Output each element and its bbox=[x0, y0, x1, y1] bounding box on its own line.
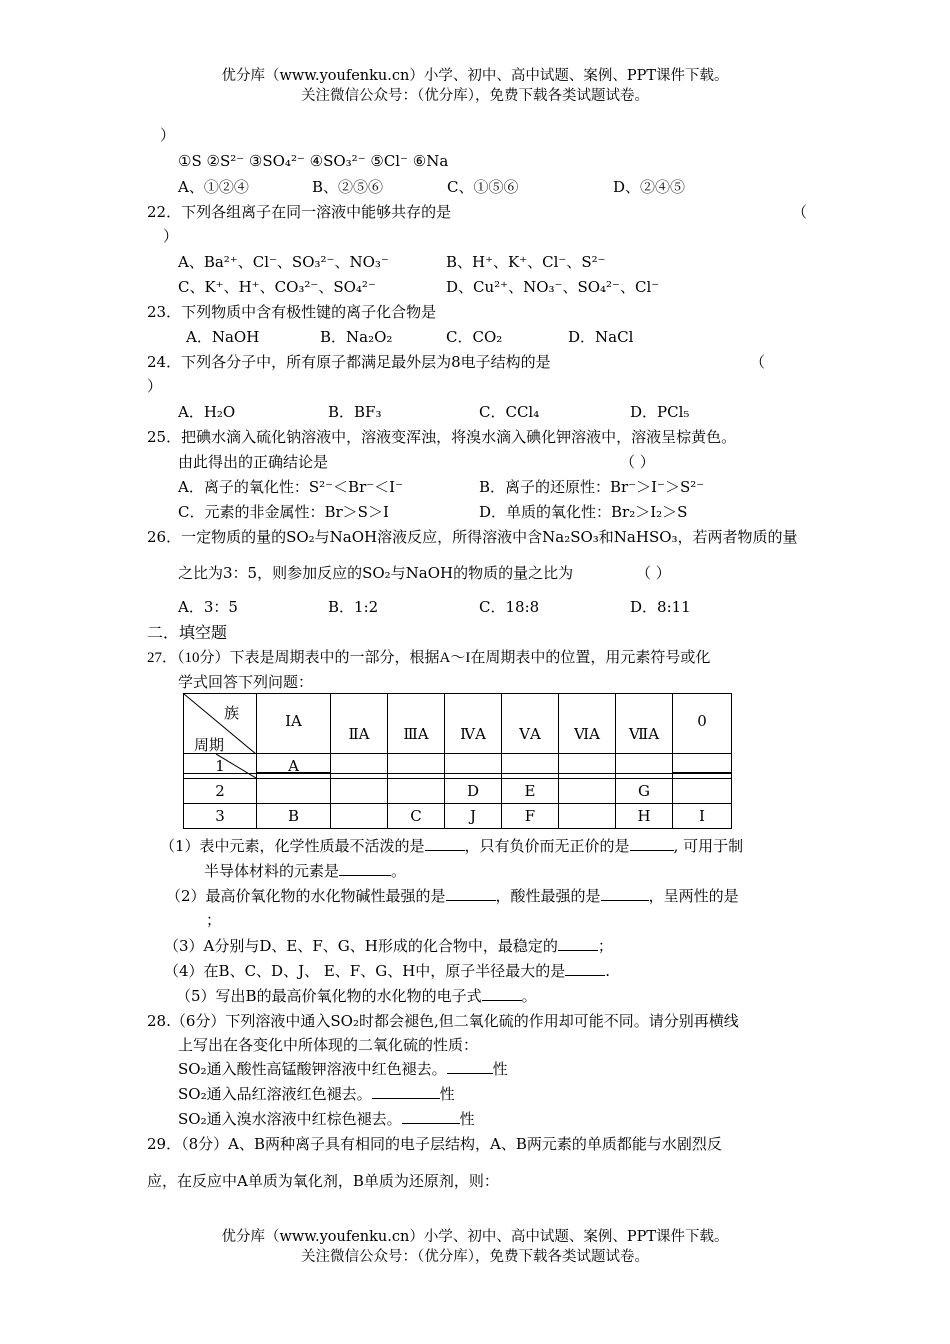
q21-option-c: C、①⑤⑥ bbox=[447, 178, 519, 196]
q25-option-d: D．单质的氧化性：Br₂＞I₂＞S bbox=[479, 503, 688, 521]
element-cell: I bbox=[673, 804, 732, 829]
q22-option-b: B、H⁺、K⁺、Cl⁻、S²⁻ bbox=[446, 253, 606, 271]
element-cell: A bbox=[257, 754, 331, 779]
element-cell bbox=[331, 779, 388, 804]
q26-stem-2: 之比为3：5，则参加反应的SO₂与NaOH的物质的量之比为 bbox=[178, 564, 574, 582]
q24-option-d: D．PCl₅ bbox=[630, 403, 690, 421]
answer-blank[interactable] bbox=[425, 850, 465, 851]
q22-paren-close: ） bbox=[163, 227, 179, 245]
diagonal-line-tail bbox=[216, 754, 256, 778]
group-header: ⅥA bbox=[559, 694, 616, 774]
q25-stem-2: 由此得出的正确结论是 bbox=[178, 453, 329, 471]
element-cell: C bbox=[388, 804, 445, 829]
q24-paren-close: ） bbox=[147, 377, 163, 395]
answer-blank[interactable] bbox=[565, 975, 605, 976]
group-header: ⅡA bbox=[331, 694, 388, 774]
element-cell bbox=[388, 754, 445, 779]
corner-group-label: 族 bbox=[224, 704, 240, 722]
answer-blank[interactable] bbox=[630, 850, 674, 851]
q27-sub2: （2）最高价氧化物的水化物碱性最强的是 ，酸性最强的是 ，呈两性的是 bbox=[166, 887, 739, 905]
q26-option-c: C．18:8 bbox=[479, 598, 540, 616]
q21-option-d: D、②④⑤ bbox=[613, 178, 686, 196]
answer-blank[interactable] bbox=[446, 900, 496, 901]
q23-option-d: D．NaCl bbox=[568, 328, 634, 346]
period-cell: 3 bbox=[184, 804, 257, 829]
q27-sub4: （4）在B、C、D、J、 E、F、G、H中，原子半径最大的是 . bbox=[164, 962, 611, 980]
element-cell bbox=[331, 804, 388, 829]
element-cell bbox=[673, 779, 732, 804]
q23-stem: 23．下列物质中含有极性键的离子化合物是 bbox=[147, 303, 437, 321]
answer-blank[interactable] bbox=[558, 950, 598, 951]
q26-option-a: A．3：5 bbox=[178, 598, 238, 616]
element-cell bbox=[257, 779, 331, 804]
q25-option-a: A．离子的氧化性：S²⁻＜Br⁻＜I⁻ bbox=[178, 478, 403, 496]
q25-stem-1: 25．把碘水滴入硫化钠溶液中，溶液变浑浊，将溴水滴入碘化钾溶液中，溶液呈棕黄色。 bbox=[147, 428, 737, 446]
q27-stem-2: 学式回答下列问题： bbox=[178, 673, 314, 691]
q21-option-b: B、②⑤⑥ bbox=[312, 178, 384, 196]
period-cell: 2 bbox=[184, 779, 257, 804]
header-line-2: 关注微信公众号：（优分库），免费下载各类试题试卷。 bbox=[301, 88, 649, 104]
q22-paren-open: （ bbox=[792, 203, 808, 221]
answer-blank[interactable] bbox=[601, 900, 649, 901]
q28-line-3: SO₂通入溴水溶液中红棕色褪去。 性 bbox=[178, 1110, 475, 1128]
element-cell bbox=[559, 779, 616, 804]
answer-blank[interactable] bbox=[339, 875, 391, 876]
q27-stem-1: 27．（10分）下表是周期表中的一部分，根据A～I在周期表中的位置，用元素符号或化 bbox=[147, 650, 711, 666]
element-cell: G bbox=[616, 779, 673, 804]
element-cell: E bbox=[502, 779, 559, 804]
element-cell: H bbox=[616, 804, 673, 829]
q27-sub3: （3）A分别与D、E、F、G、H形成的化合物中，最稳定的 ； bbox=[164, 937, 613, 955]
q26-option-d: D．8:11 bbox=[630, 598, 691, 616]
answer-blank[interactable] bbox=[482, 1000, 522, 1001]
q23-option-a: A．NaOH bbox=[186, 328, 260, 346]
q21-items: ①S ②S²⁻ ③SO₄²⁻ ④SO₃²⁻ ⑤Cl⁻ ⑥Na bbox=[178, 152, 449, 170]
answer-blank[interactable] bbox=[402, 1123, 460, 1124]
element-cell: F bbox=[502, 804, 559, 829]
q29-stem-2: 应，在反应中A单质为氧化剂，B单质为还原剂，则： bbox=[147, 1172, 499, 1190]
q24-paren-open: （ bbox=[750, 353, 766, 371]
q22-stem: 22．下列各组离子在同一溶液中能够共存的是 bbox=[147, 203, 452, 221]
q25-answer-paren: （ ） bbox=[620, 453, 655, 471]
q27-sub1-line2: 半导体材料的元素是 。 bbox=[204, 862, 407, 880]
q24-option-c: C．CCl₄ bbox=[479, 403, 540, 421]
q28-line-1: SO₂通入酸性高锰酸钾溶液中红色褪去。 性 bbox=[178, 1060, 508, 1078]
q27-sub2-end: ； bbox=[206, 911, 222, 929]
group-header: ⅦA bbox=[616, 694, 673, 774]
q28-line-2: SO₂通入品红溶液红色褪去。 性 bbox=[178, 1085, 455, 1103]
answer-blank[interactable] bbox=[372, 1098, 440, 1099]
element-cell bbox=[331, 754, 388, 779]
group-header: ⅣA bbox=[445, 694, 502, 774]
q28-stem-2: 上写出在各变化中所体现的二氧化硫的性质： bbox=[178, 1036, 479, 1054]
answer-blank[interactable] bbox=[447, 1073, 493, 1074]
element-cell: J bbox=[445, 804, 502, 829]
group-header: ⅤA bbox=[502, 694, 559, 774]
element-cell bbox=[388, 779, 445, 804]
q27-sub5: （5）写出B的最高价氧化物的水化物的电子式 。 bbox=[176, 987, 537, 1005]
element-cell bbox=[673, 754, 732, 779]
q24-option-b: B．BF₃ bbox=[328, 403, 382, 421]
element-cell: B bbox=[257, 804, 331, 829]
q28-stem-1: 28.（6分）下列溶液中通入SO₂时都会褪色,但二氧化硫的作用却可能不同。请分别再横线 bbox=[147, 1012, 739, 1030]
footer-line-1: 优分库（www.youfenku.cn）小学、初中、高中试题、案例、PPT课件下载。 bbox=[221, 1229, 729, 1245]
element-cell bbox=[559, 804, 616, 829]
group-header: ⅠA bbox=[257, 694, 331, 773]
q23-option-c: C．CO₂ bbox=[446, 328, 503, 346]
q27-sub1-line1: （1）表中元素，化学性质最不活泼的是 ，只有负价而无正价的是 , 可用于制 bbox=[160, 837, 744, 855]
q23-option-b: B．Na₂O₂ bbox=[320, 328, 393, 346]
q24-option-a: A．H₂O bbox=[178, 403, 236, 421]
q29-stem-1: 29．（8分）A、B两种离子具有相同的电子层结构，A、B两元素的单质都能与水剧烈反 bbox=[147, 1135, 722, 1153]
q24-stem: 24．下列各分子中，所有原子都满足最外层为8电子结构的是 bbox=[147, 353, 551, 371]
group-header: 0 bbox=[673, 694, 732, 773]
q21-paren-close: ） bbox=[160, 126, 176, 144]
group-header: ⅢA bbox=[388, 694, 445, 774]
q26-answer-paren: （ ） bbox=[636, 564, 671, 582]
q25-option-b: B．离子的还原性：Br⁻＞I⁻＞S²⁻ bbox=[479, 478, 705, 496]
element-cell bbox=[616, 754, 673, 779]
period-cell: 1 bbox=[184, 754, 257, 779]
corner-period-label: 周期 bbox=[194, 736, 225, 754]
element-cell bbox=[502, 754, 559, 779]
q26-option-b: B．1:2 bbox=[328, 598, 379, 616]
q22-option-c: C、K⁺、H⁺、CO₃²⁻、SO₄²⁻ bbox=[178, 278, 376, 296]
element-cell bbox=[559, 754, 616, 779]
q22-option-d: D、Cu²⁺、NO₃⁻、SO₄²⁻、Cl⁻ bbox=[446, 278, 660, 296]
periodic-table-body bbox=[183, 753, 732, 829]
q25-option-c: C．元素的非金属性：Br＞S＞I bbox=[178, 503, 389, 521]
q26-stem-1: 26．一定物质的量的SO₂与NaOH溶液反应，所得溶液中含Na₂SO₃和NaHSO₃，若两者物质的量 bbox=[147, 528, 798, 546]
element-cell: D bbox=[445, 779, 502, 804]
q21-option-a: A、①②④ bbox=[178, 178, 249, 196]
header-line-1: 优分库（www.youfenku.cn）小学、初中、高中试题、案例、PPT课件下载。 bbox=[221, 68, 729, 84]
q22-option-a: A、Ba²⁺、Cl⁻、SO₃²⁻、NO₃⁻ bbox=[178, 253, 389, 271]
footer-line-2: 关注微信公众号：（优分库），免费下载各类试题试卷。 bbox=[301, 1249, 649, 1265]
section-heading: 二．填空题 bbox=[147, 623, 228, 642]
element-cell bbox=[445, 754, 502, 779]
